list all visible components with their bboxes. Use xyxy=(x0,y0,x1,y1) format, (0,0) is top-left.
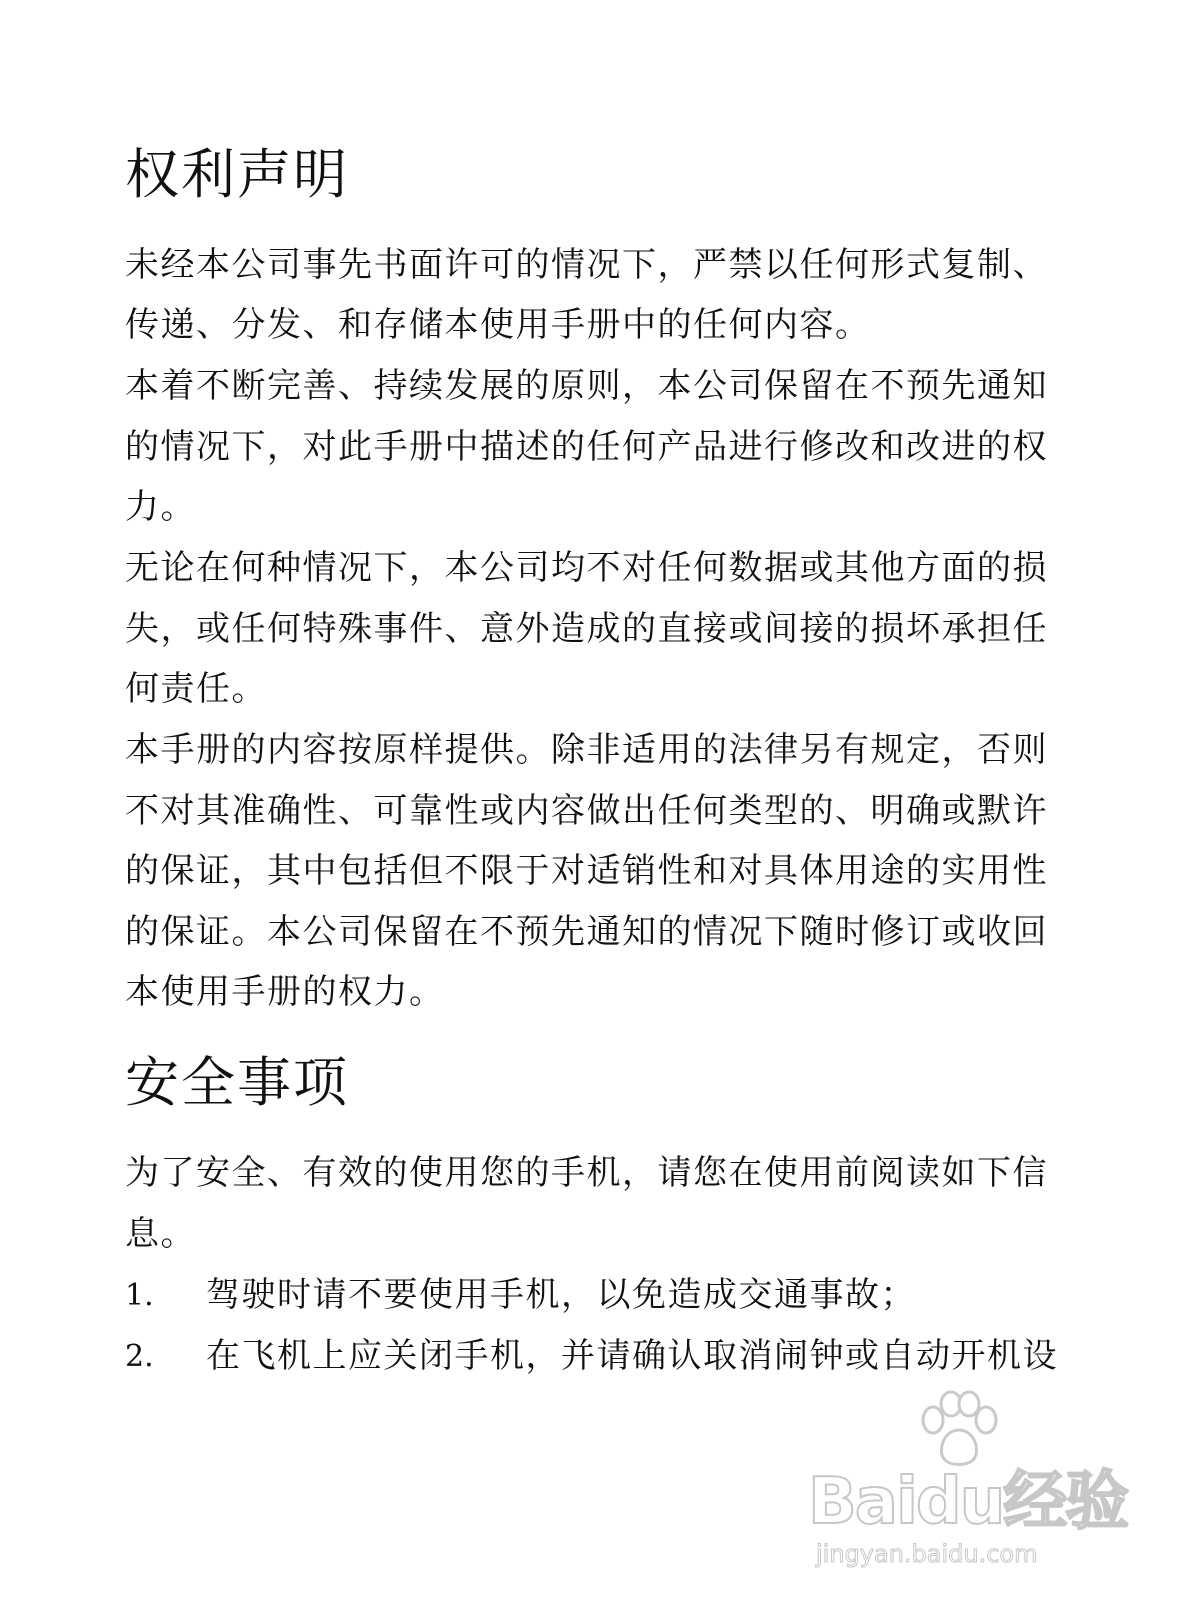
rights-line: 传递、分发、和存储本使用手册中的任何内容。 xyxy=(125,305,871,345)
rights-line: 力。 xyxy=(125,487,196,527)
list-item-text: 驾驶时请不要使用手机，以免造成交通事故； xyxy=(206,1275,916,1315)
watermark-url: jingyan.baidu.com xyxy=(816,1540,1038,1568)
rights-line: 的保证，其中包括但不限于对适销性和对具体用途的实用性 xyxy=(125,851,1048,891)
watermark-logo: Baidu经验 xyxy=(808,1465,1128,1539)
list-item-number: 1. xyxy=(125,1278,154,1313)
rights-line: 的情况下，对此手册中描述的任何产品进行修改和改进的权 xyxy=(125,427,1048,467)
section-heading-safety: 安全事项 xyxy=(125,1051,349,1114)
rights-line: 本手册的内容按原样提供。除非适用的法律另有规定，否则 xyxy=(125,730,1048,770)
baidu-watermark xyxy=(808,1390,1128,1590)
rights-line: 未经本公司事先书面许可的情况下，严禁以任何形式复制、 xyxy=(125,245,1048,285)
rights-line: 的保证。本公司保留在不预先通知的情况下随时修订或收回 xyxy=(125,912,1048,952)
list-item-text: 在飞机上应关闭手机，并请确认取消闹钟或自动开机设 xyxy=(206,1336,1058,1376)
rights-line: 本使用手册的权力。 xyxy=(125,972,445,1012)
safety-intro-line: 为了安全、有效的使用您的手机，请您在使用前阅读如下信 xyxy=(125,1153,1048,1193)
rights-line: 无论在何种情况下，本公司均不对任何数据或其他方面的损 xyxy=(125,548,1048,588)
rights-line: 何责任。 xyxy=(125,669,267,709)
rights-line: 本着不断完善、持续发展的原则，本公司保留在不预先通知 xyxy=(125,366,1048,406)
section-heading-rights: 权利声明 xyxy=(125,143,349,206)
safety-intro-line: 息。 xyxy=(125,1214,196,1254)
rights-line: 不对其准确性、可靠性或内容做出任何类型的、明确或默许 xyxy=(125,791,1048,831)
rights-line: 失，或任何特殊事件、意外造成的直接或间接的损坏承担任 xyxy=(125,609,1048,649)
list-item-number: 2. xyxy=(125,1339,154,1374)
